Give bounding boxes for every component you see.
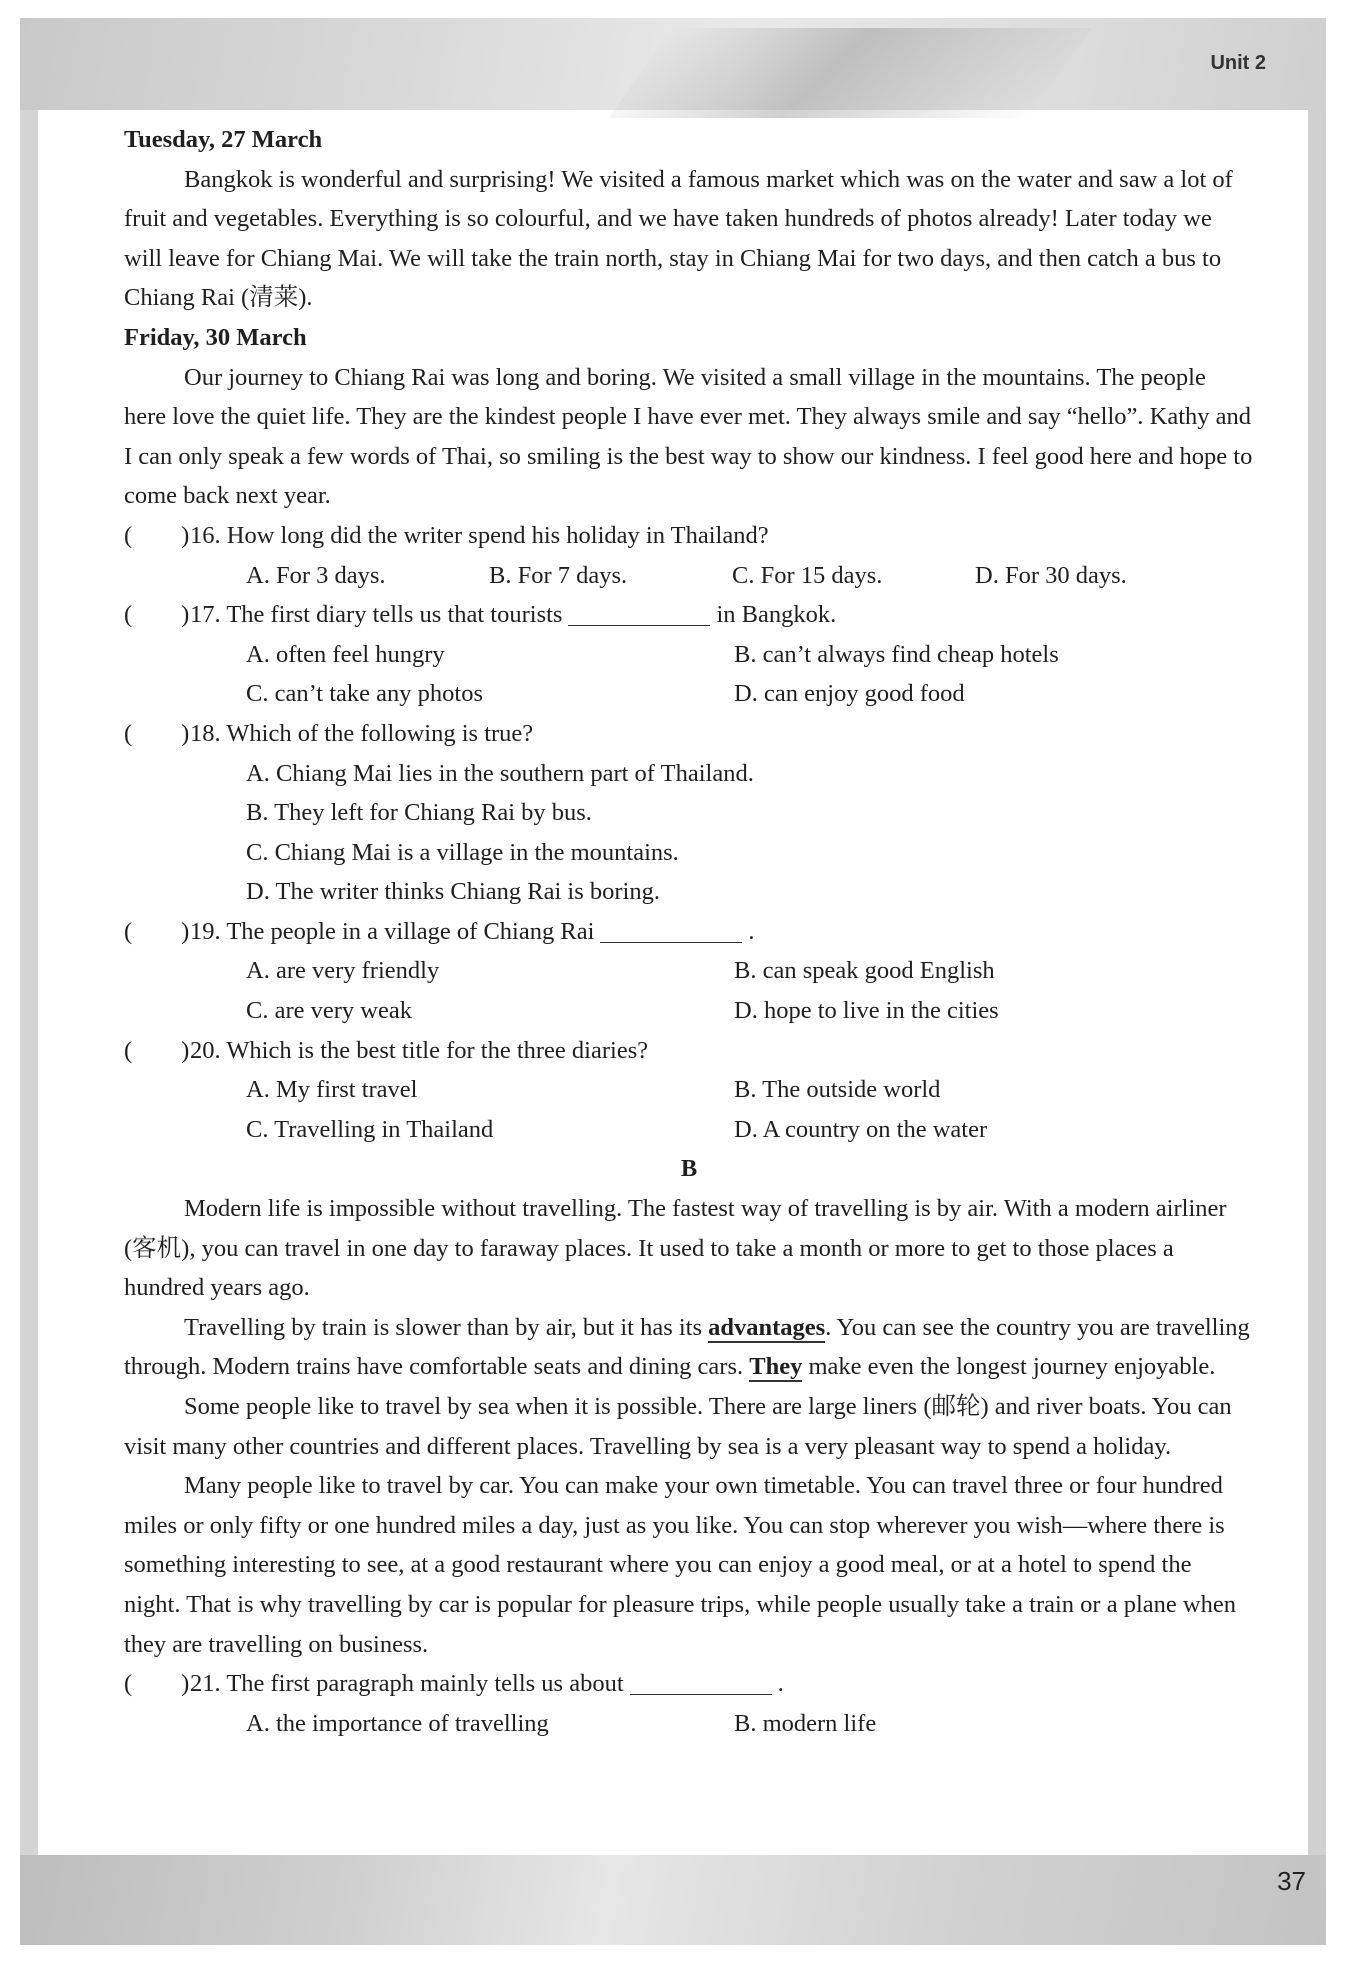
option-b: B. can’t always find cheap hotels (734, 640, 1059, 668)
answer-bracket[interactable]: ( ) (124, 1036, 190, 1064)
question-17 (124, 595, 1254, 635)
option-b: B. They left for Chiang Rai by bus. (246, 799, 592, 827)
passage-paragraph: Some people like to travel by sea when it is possible. There are large liners (邮轮) and river boats. You can visit many other countries and different places. Travelling by sea is a very pleasant way to spend a holiday. (124, 1393, 1232, 1460)
diary-text: Our journey to Chiang Rai was long and boring. We visited a small village in the mountains. The people here love the quiet life. They are the kindest people I have ever met. They always smile and say “hello”. Kathy and I can only speak a few words of Thai, so smiling is the best way to show our kindness. I feel good here and hope to come back next year. (124, 363, 1253, 510)
answer-bracket[interactable]: ( ) (124, 601, 190, 629)
question-text: Which is the best title for the three diaries? (226, 1036, 649, 1064)
option-a: A. are very friendly (246, 957, 440, 985)
answer-bracket[interactable]: ( ) (124, 917, 190, 945)
option-c: C. Travelling in Thailand (246, 1115, 494, 1143)
option-a: A. My first travel (246, 1076, 418, 1104)
option-c: C. are very weak (246, 997, 412, 1025)
option-c: C. For 15 days. (732, 561, 883, 589)
left-margin-band (20, 110, 38, 1855)
option-b: B. can speak good English (734, 957, 995, 985)
options (124, 1704, 1254, 1744)
underlined-word: They (749, 1353, 803, 1381)
option-a: A. the importance of travelling (246, 1709, 549, 1737)
options (124, 1070, 1254, 1149)
option-a: A. Chiang Mai lies in the southern part of Thailand. (246, 759, 754, 787)
answer-bracket[interactable]: ( ) (124, 1670, 190, 1698)
question-16 (124, 516, 1254, 556)
section-label: B (680, 1155, 698, 1183)
paragraph-text: make even the longest journey enjoyable. (808, 1353, 1216, 1381)
answer-blank[interactable] (630, 1668, 772, 1695)
passage-paragraph: Modern life is impossible without travelling. The fastest way of travelling is by air. With a modern airliner (客机), you can travel in one day to faraway places. It used to take a month or more to get to those places a hundred years ago. (124, 1195, 1227, 1302)
header-decoration (608, 28, 1091, 118)
question-text-end: . (748, 917, 755, 945)
question-number: 20. (190, 1036, 221, 1064)
options (124, 754, 1254, 912)
passage-paragraph (124, 1308, 1254, 1387)
options (124, 951, 1254, 1030)
page-number: 37 (1277, 1866, 1306, 1896)
question-text: The people in a village of Chiang Rai (226, 917, 595, 945)
question-stem (190, 912, 1254, 952)
footer-band (20, 1855, 1326, 1945)
page-content (124, 120, 1254, 1743)
question-number: 16. (190, 521, 221, 549)
diary-text: Bangkok is wonderful and surprising! We visited a famous market which was on the water and saw a lot of fruit and vegetables. Everything is so colourful, and we have taken hundreds of photos already! Later today we will leave for Chiang Mai. We will take the train north, stay in Chiang Mai for two days, and then catch a bus to Chiang Rai (清莱). (124, 165, 1233, 312)
right-margin-band (1308, 110, 1326, 1855)
option-d: D. A country on the water (734, 1115, 988, 1143)
question-stem (190, 1031, 1254, 1071)
diary-date: Tuesday, 27 March (124, 126, 323, 153)
diary-date: Friday, 30 March (124, 323, 307, 351)
question-stem (190, 516, 1254, 556)
answer-bracket[interactable]: ( ) (124, 521, 190, 549)
option-d: D. can enjoy good food (734, 680, 965, 708)
question-number: 18. (190, 719, 221, 747)
option-a: A. For 3 days. (246, 561, 386, 589)
option-c: C. Chiang Mai is a village in the mountains. (246, 838, 679, 866)
answer-blank[interactable] (568, 599, 710, 626)
paragraph-text: . You can see the country you are travelling through. Modern trains have comfortable seats and dining cars. (124, 1313, 1250, 1381)
option-c: C. can’t take any photos (246, 680, 484, 708)
options (124, 556, 1254, 596)
question-stem (190, 1664, 1254, 1704)
answer-bracket[interactable]: ( ) (124, 719, 190, 747)
question-text: Which of the following is true? (226, 719, 534, 747)
underlined-word: advantages (708, 1313, 826, 1341)
question-19 (124, 912, 1254, 952)
option-b: B. modern life (734, 1709, 877, 1737)
question-text-end: in Bangkok. (716, 601, 837, 629)
paragraph-text: Travelling by train is slower than by air, but it has its (184, 1313, 703, 1341)
question-stem (190, 714, 1254, 754)
option-d: D. The writer thinks Chiang Rai is boring. (246, 878, 660, 906)
question-number: 17. (190, 601, 221, 629)
option-a: A. often feel hungry (246, 640, 445, 668)
option-d: D. For 30 days. (975, 561, 1127, 589)
passage-paragraph: Many people like to travel by car. You can make your own timetable. You can travel three or four hundred miles or only fifty or one hundred miles a day, just as you like. You can stop wherever you wish—where there is something interesting to see, at a good restaurant where you can enjoy a good meal, or at a hotel to spend the night. That is why travelling by car is popular for pleasure trips, while people usually take a train or a plane when they are travelling on business. (124, 1472, 1236, 1658)
option-b: B. For 7 days. (489, 561, 628, 589)
question-text: The first paragraph mainly tells us about (226, 1670, 624, 1698)
option-b: B. The outside world (734, 1076, 941, 1104)
answer-blank[interactable] (600, 916, 742, 943)
unit-label: Unit 2 (1210, 52, 1266, 74)
question-text-end: . (777, 1670, 784, 1698)
question-number: 21. (190, 1670, 221, 1698)
question-21 (124, 1664, 1254, 1704)
options (124, 635, 1254, 714)
question-text: How long did the writer spend his holiday in Thailand? (226, 521, 769, 549)
question-number: 19. (190, 917, 221, 945)
question-text: The first diary tells us that tourists (226, 601, 563, 629)
option-d: D. hope to live in the cities (734, 997, 999, 1025)
question-stem (190, 595, 1254, 635)
header-band (20, 18, 1326, 110)
question-18 (124, 714, 1254, 754)
question-20 (124, 1031, 1254, 1071)
